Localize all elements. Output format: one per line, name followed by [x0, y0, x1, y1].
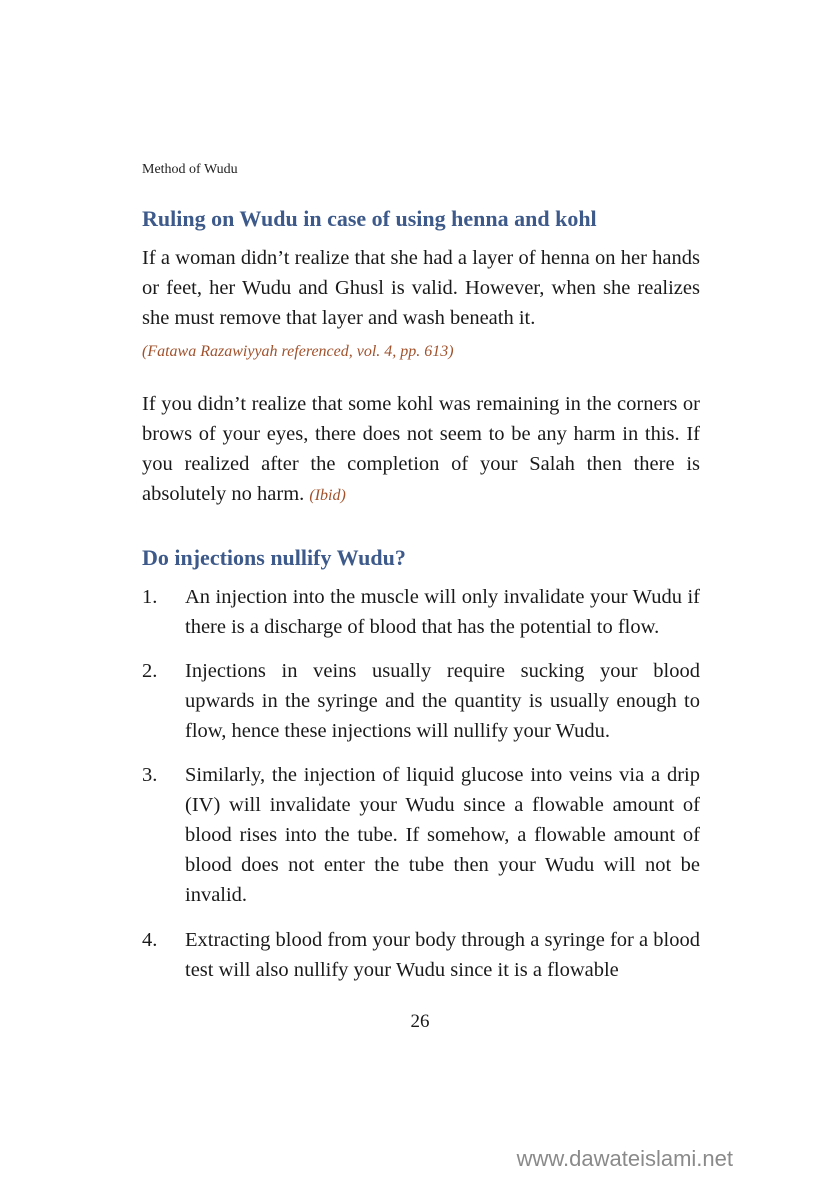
- reference-text: (Fatawa Razawiyyah referenced, vol. 4, pp. 613): [142, 343, 454, 360]
- list-item-2: [142, 656, 700, 746]
- list-item-text: Extracting blood from your body through a syringe for a blood test will also nullify your Wudu since it is a flowable: [185, 929, 700, 981]
- list-number: 4.: [142, 929, 158, 951]
- list-number: 2.: [142, 660, 158, 682]
- paragraph-kohl-text: If you didn’t realize that some kohl was remaining in the corners or brows of your eyes, there does not seem to be any harm in this. If you realized after the completion of your Salah then there is absolutely no harm.: [142, 393, 700, 505]
- page-number: 26: [410, 1011, 430, 1032]
- list-item-3: [142, 760, 700, 910]
- list-item-text: An injection into the muscle will only invalidate your Wudu if there is a discharge of blood that has the potential to flow.: [185, 586, 700, 638]
- watermark-url: www.dawateislami.net: [516, 1146, 733, 1171]
- list-number: 3.: [142, 764, 158, 786]
- list-item-1: [142, 582, 700, 642]
- paragraph-kohl: [142, 389, 700, 511]
- running-head: Method of Wudu: [142, 162, 238, 177]
- list-number: 1.: [142, 586, 158, 608]
- reference-ibid: (Ibid): [309, 487, 346, 504]
- list-item-text: Similarly, the injection of liquid glucose into veins via a drip (IV) will invalidate your Wudu since a flowable amount of blood rises into the tube. If somehow, a flowable amount of blood does not enter the tube then your Wudu will not be invalid.: [185, 764, 700, 906]
- list-item-4: [142, 925, 700, 985]
- section-heading-injections: Do injections nullify Wudu?: [142, 545, 406, 570]
- reference-fatawa: [142, 343, 454, 361]
- list-item-text: Injections in veins usually require sucking your blood upwards in the syringe and the quantity is usually enough to flow, hence these injections will nullify your Wudu.: [185, 660, 700, 742]
- section-heading-henna-kohl: Ruling on Wudu in case of using henna and kohl: [142, 206, 597, 231]
- paragraph-henna: If a woman didn’t realize that she had a layer of henna on her hands or feet, her Wudu and Ghusl is valid. However, when she realizes she must remove that layer and wash beneath it.: [142, 247, 700, 329]
